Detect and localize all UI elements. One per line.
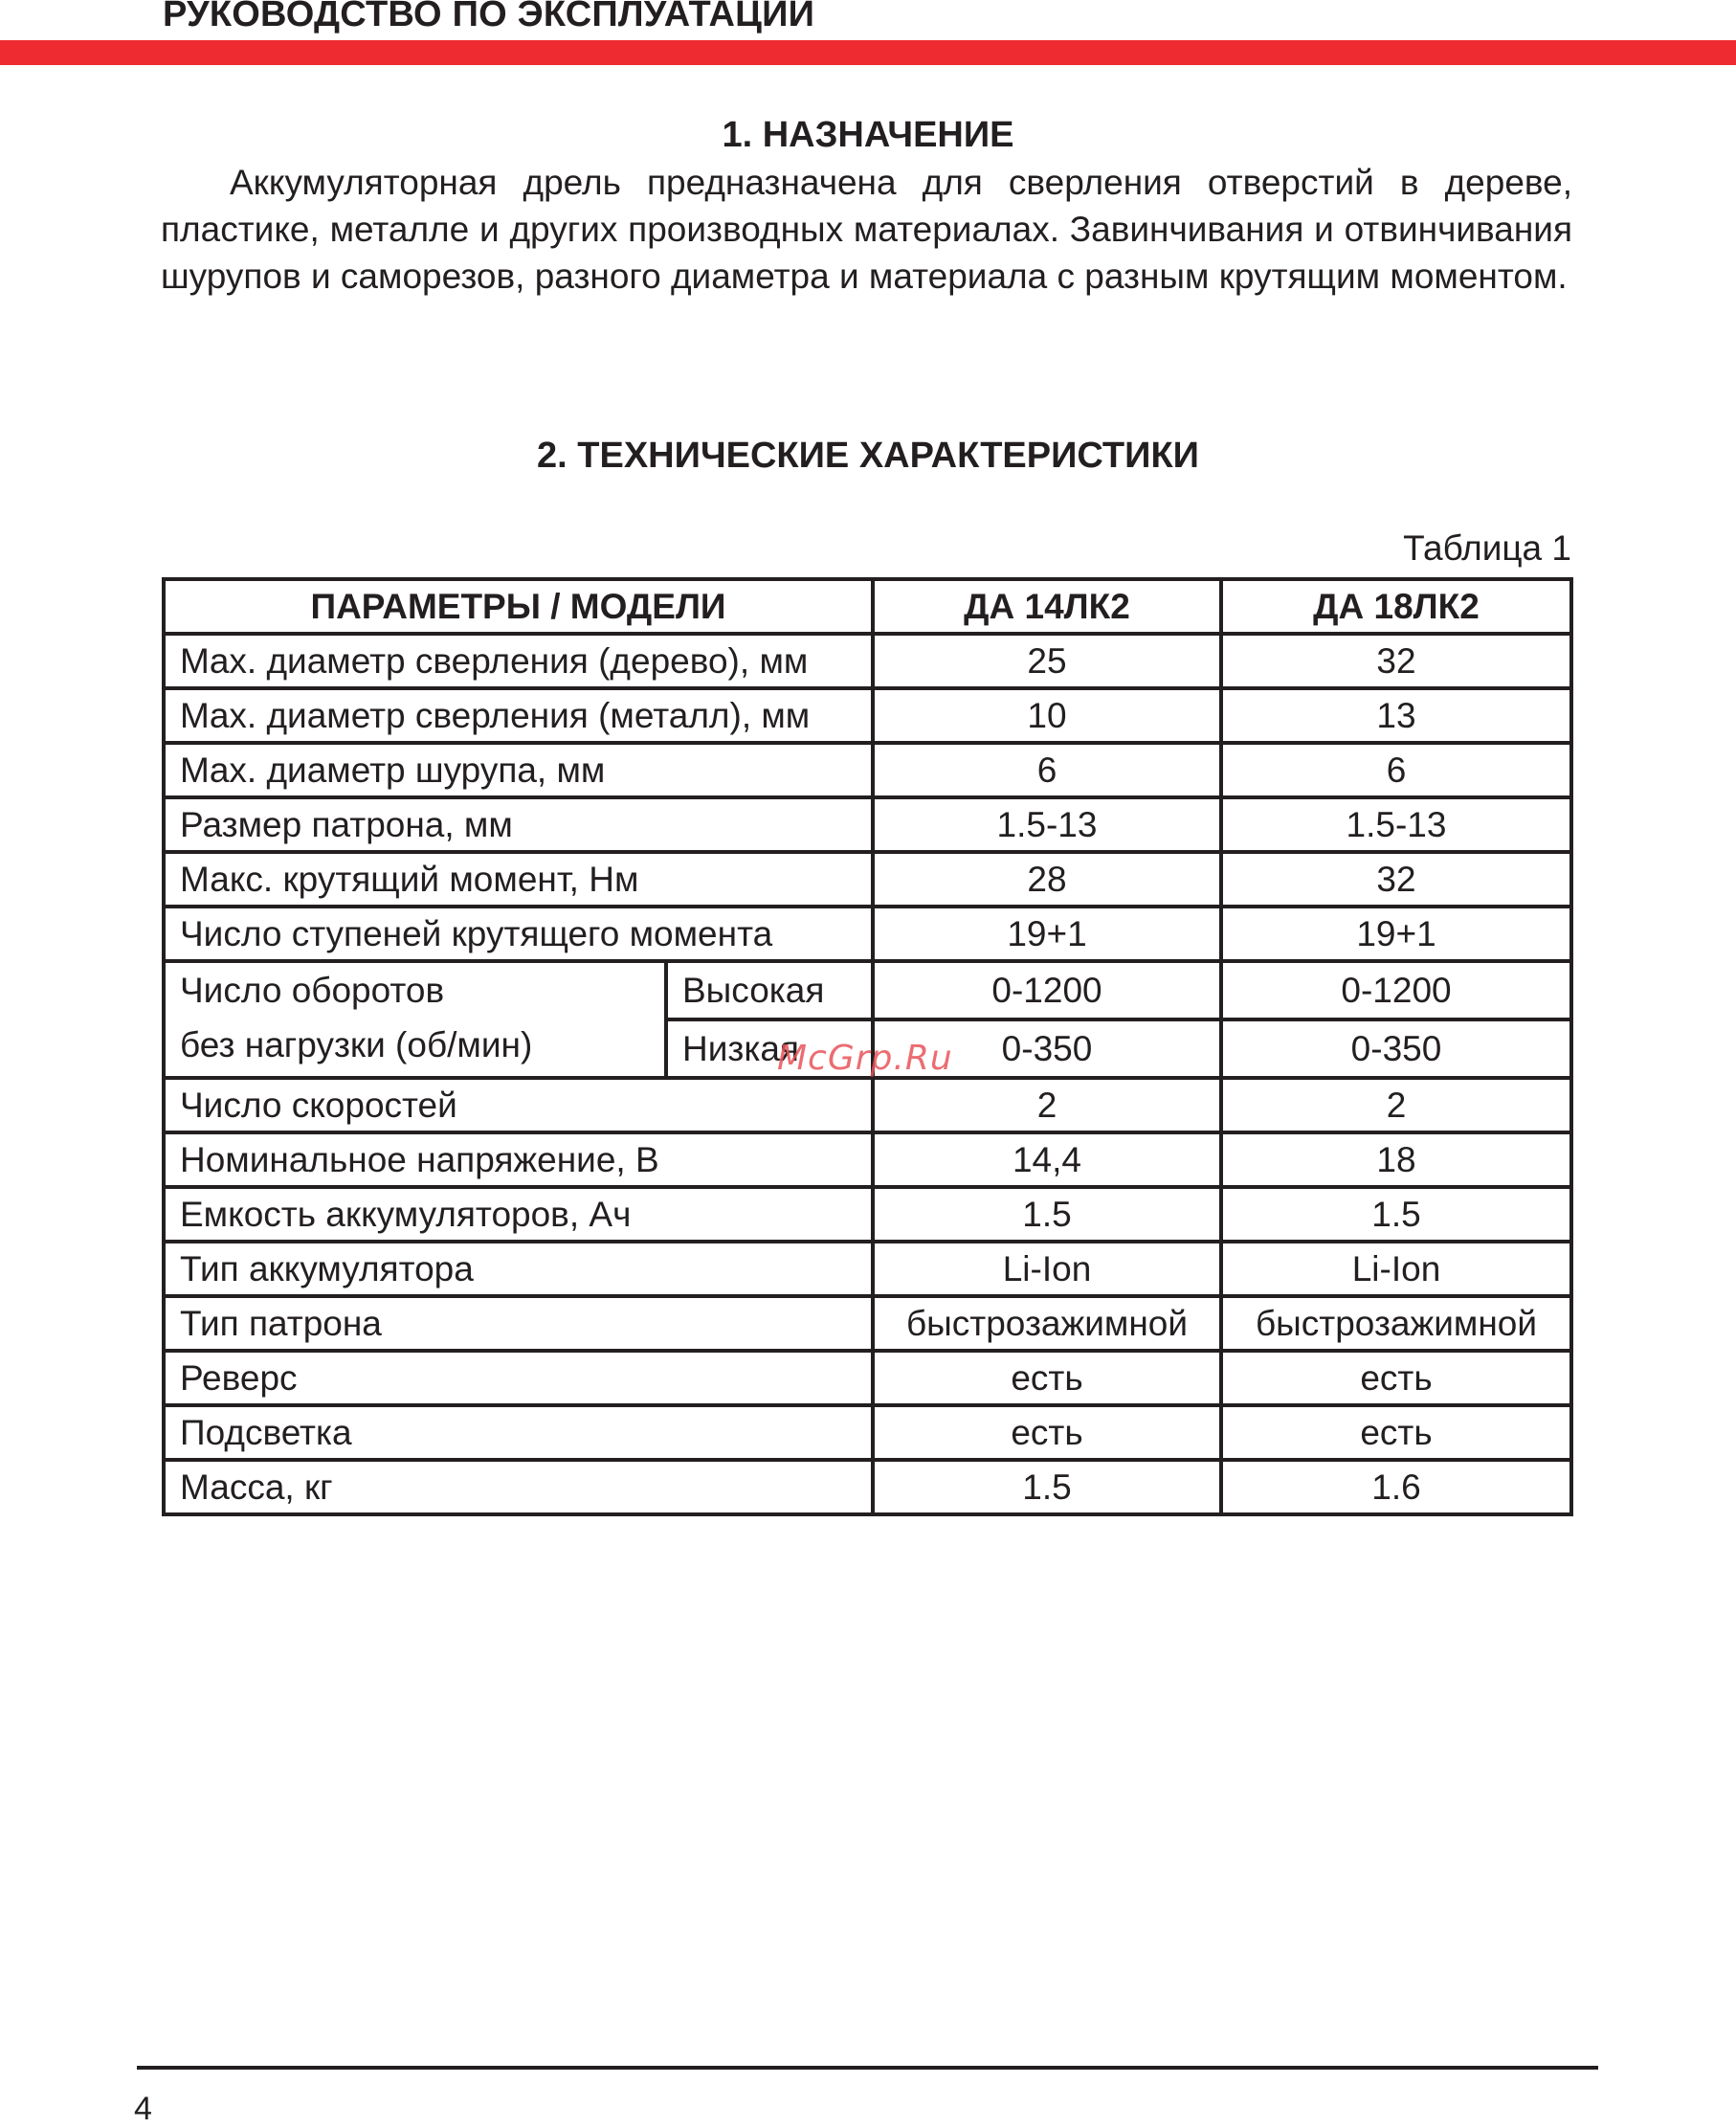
model-2-value: Li-Ion <box>1221 1242 1571 1296</box>
section-1-paragraph: Аккумуляторная дрель предназначена для сверления отверстий в дереве, пластике, металле и других производных материалах. Завинчивания и отвинчивания шурупов и саморезов, разного диаметра и материала с разным крутящим моментом. <box>161 163 1572 296</box>
model-1-value: 1.5 <box>873 1460 1221 1514</box>
model-2-value: 2 <box>1221 1078 1571 1132</box>
header-param-cell: ПАРАМЕТРЫ / МОДЕЛИ <box>164 579 873 634</box>
model-1-value: 25 <box>873 634 1221 688</box>
model-1-value: 2 <box>873 1078 1221 1132</box>
model-2-value: 1.5-13 <box>1221 797 1571 852</box>
model-1-value: 10 <box>873 688 1221 743</box>
header-model-2-cell: ДА 18ЛК2 <box>1221 579 1571 634</box>
model-1-value: Li-Ion <box>873 1242 1221 1296</box>
table-row <box>164 634 1571 688</box>
model-1-value: есть <box>873 1405 1221 1460</box>
model-1-value: 0-1200 <box>873 961 1221 1019</box>
model-2-value: есть <box>1221 1351 1571 1405</box>
speed-high-label: Высокая <box>666 961 873 1019</box>
speed-low-label: Низкая <box>666 1019 873 1078</box>
table-row-speed-high <box>164 961 1571 1019</box>
table-row <box>164 1242 1571 1296</box>
model-2-value: 32 <box>1221 634 1571 688</box>
model-1-value: 1.5-13 <box>873 797 1221 852</box>
model-1-value: 14,4 <box>873 1132 1221 1187</box>
speed-label-line-2: без нагрузки (об/мин) <box>180 1025 533 1064</box>
model-2-value: 13 <box>1221 688 1571 743</box>
model-2-value: 6 <box>1221 743 1571 797</box>
table-caption: Таблица 1 <box>1403 528 1571 568</box>
param-cell: Размер патрона, мм <box>164 797 873 852</box>
table-row <box>164 1351 1571 1405</box>
param-cell: Max. диаметр сверления (металл), мм <box>164 688 873 743</box>
model-1-value: 19+1 <box>873 907 1221 961</box>
param-cell: Подсветка <box>164 1405 873 1460</box>
param-cell: Тип аккумулятора <box>164 1242 873 1296</box>
table-row <box>164 1132 1571 1187</box>
model-2-value: быстрозажимной <box>1221 1296 1571 1351</box>
param-cell: Число ступеней крутящего момента <box>164 907 873 961</box>
table-row <box>164 1405 1571 1460</box>
model-1-value: быстрозажимной <box>873 1296 1221 1351</box>
table-row <box>164 907 1571 961</box>
table-row <box>164 1460 1571 1514</box>
table-row <box>164 743 1571 797</box>
model-2-value: 1.6 <box>1221 1460 1571 1514</box>
model-1-value: есть <box>873 1351 1221 1405</box>
param-cell: Емкость аккумуляторов, Ач <box>164 1187 873 1242</box>
param-cell: Реверс <box>164 1351 873 1405</box>
model-1-value: 0-350 <box>873 1019 1221 1078</box>
page-number: 4 <box>134 2091 152 2127</box>
header-title: РУКОВОДСТВО ПО ЭКСПЛУАТАЦИИ <box>163 0 815 34</box>
param-cell: Число скоростей <box>164 1078 873 1132</box>
section-1-title: 1. НАЗНАЧЕНИЕ <box>722 115 1014 155</box>
model-1-value: 1.5 <box>873 1187 1221 1242</box>
model-2-value: 18 <box>1221 1132 1571 1187</box>
watermark-text: McGrp.Ru <box>777 1039 953 1078</box>
table-row <box>164 1296 1571 1351</box>
footer-rule <box>137 2066 1598 2070</box>
header-model-1-cell: ДА 14ЛК2 <box>873 579 1221 634</box>
param-cell: Тип патрона <box>164 1296 873 1351</box>
param-cell: Max. диаметр сверления (дерево), мм <box>164 634 873 688</box>
model-2-value: 0-1200 <box>1221 961 1571 1019</box>
section-2-title: 2. ТЕХНИЧЕСКИЕ ХАРАКТЕРИСТИКИ <box>537 436 1199 476</box>
table-row <box>164 852 1571 907</box>
section-1-text <box>161 159 1572 300</box>
table-row <box>164 688 1571 743</box>
param-cell: Макс. крутящий момент, Нм <box>164 852 873 907</box>
header-red-band <box>0 40 1736 65</box>
model-2-value: 1.5 <box>1221 1187 1571 1242</box>
model-2-value: есть <box>1221 1405 1571 1460</box>
param-cell: Номинальное напряжение, В <box>164 1132 873 1187</box>
param-cell: Масса, кг <box>164 1460 873 1514</box>
table-row <box>164 797 1571 852</box>
table-row <box>164 1078 1571 1132</box>
model-2-value: 19+1 <box>1221 907 1571 961</box>
table-header-row <box>164 579 1571 634</box>
table-row <box>164 1187 1571 1242</box>
model-2-value: 0-350 <box>1221 1019 1571 1078</box>
model-2-value: 32 <box>1221 852 1571 907</box>
speed-label-line-1: Число оборотов <box>180 971 445 1010</box>
model-1-value: 6 <box>873 743 1221 797</box>
speed-group-label <box>164 961 666 1078</box>
model-1-value: 28 <box>873 852 1221 907</box>
param-cell: Max. диаметр шурупа, мм <box>164 743 873 797</box>
